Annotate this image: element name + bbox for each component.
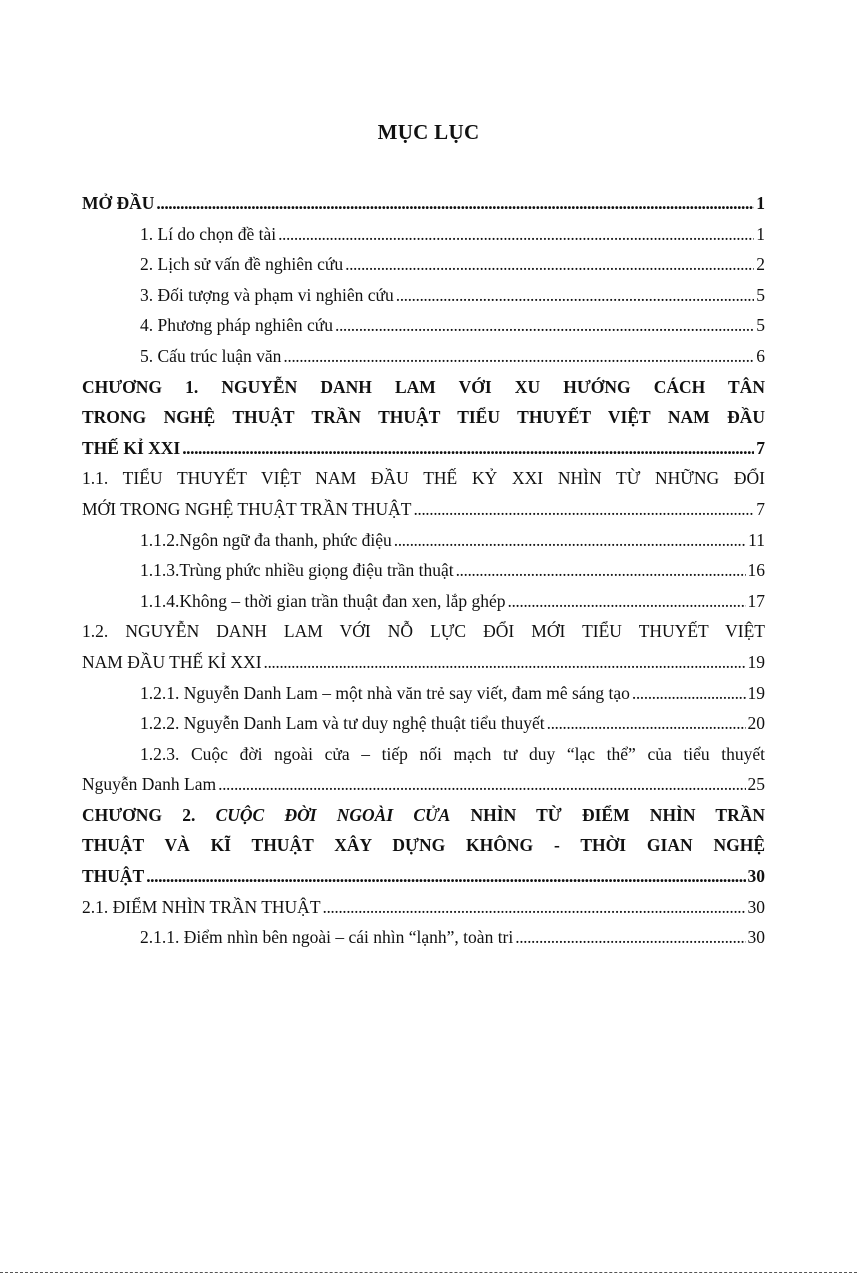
dot-leader — [345, 249, 754, 280]
toc-entry[interactable] — [82, 525, 765, 556]
toc-page-number: 17 — [747, 590, 765, 611]
toc-page-number: 7 — [756, 498, 765, 519]
dot-leader — [508, 586, 746, 617]
toc-entry[interactable] — [82, 280, 765, 311]
toc-entry-text: 2.1. ĐIỂM NHÌN TRẦN THUẬT — [82, 896, 321, 917]
toc-entry[interactable] — [82, 739, 765, 800]
toc-entry[interactable] — [82, 616, 765, 677]
toc-entry-text: 1.2.3. Cuộc đời ngoài cửa – tiếp nối mạch tư duy “lạc thể” của tiểu thuyết — [140, 743, 765, 764]
dot-leader — [278, 219, 754, 250]
dot-leader — [413, 494, 754, 525]
toc-page-number: 2 — [756, 254, 765, 275]
toc-entry-text: CHƯƠNG 1. NGUYỄN DANH LAM VỚI XU HƯỚNG CÁCH TÂN — [82, 376, 765, 397]
dot-leader — [515, 922, 745, 953]
page-title: MỤC LỤC — [377, 120, 480, 144]
toc-entry-text: THẾ KỈ XXI — [82, 437, 181, 458]
toc-page-number: 6 — [756, 345, 765, 366]
toc-entry-text: 1.2. NGUYỄN DANH LAM VỚI NỖ LỰC ĐỔI MỚI TIỂU THUYẾT VIỆT — [82, 621, 765, 642]
toc-entry[interactable] — [82, 463, 765, 524]
dot-leader — [264, 647, 746, 678]
page-bottom-border — [0, 1272, 857, 1274]
dot-leader — [456, 555, 746, 586]
toc-entry[interactable] — [82, 708, 765, 739]
dot-leader — [396, 280, 755, 311]
toc-entry[interactable] — [82, 586, 765, 617]
toc-page-number: 20 — [747, 713, 765, 734]
toc-entry[interactable] — [82, 892, 765, 923]
toc-entry-text: 1.1.2.Ngôn ngữ đa thanh, phức điệu — [140, 529, 392, 550]
toc-entry-text: THUẬT VÀ KĨ THUẬT XÂY DỰNG KHÔNG - THỜI GIAN NGHỆ — [82, 835, 765, 856]
toc-entry-text: TRONG NGHỆ THUẬT TRẦN THUẬT TIỂU THUYẾT VIỆT NAM ĐẦU — [82, 407, 765, 428]
toc-page-number: 30 — [747, 896, 765, 917]
toc-entry-text: 1.2.1. Nguyễn Danh Lam – một nhà văn trẻ say viết, đam mê sáng tạo — [140, 682, 630, 703]
toc-entry[interactable] — [82, 341, 765, 372]
toc-entry[interactable] — [82, 800, 765, 892]
toc-entry-text: Nguyễn Danh Lam — [82, 774, 217, 795]
toc-entry-text: 1.1.3.Trùng phức nhiều giọng điệu trần thuật — [140, 560, 454, 581]
toc-entry-text: 3. Đối tượng và phạm vi nghiên cứu — [140, 284, 394, 305]
toc-entry[interactable] — [82, 188, 765, 219]
toc-page-number: 5 — [756, 315, 765, 336]
dot-leader — [146, 861, 745, 892]
toc-page-number: 19 — [747, 682, 765, 703]
dot-leader — [283, 341, 754, 372]
toc-entry[interactable] — [82, 219, 765, 250]
toc-page-number: 5 — [756, 284, 765, 305]
toc-page-number: 1 — [756, 223, 765, 244]
dot-leader — [632, 678, 746, 709]
toc-entry-text: CHƯƠNG 2. CUỘC ĐỜI NGOÀI CỬA NHÌN TỪ ĐIỂM NHÌN TRẦN — [82, 804, 765, 825]
toc-entry-text: THUẬT — [82, 866, 145, 887]
toc-entry[interactable] — [82, 922, 765, 953]
dot-leader — [394, 525, 746, 556]
toc-page-number: 11 — [748, 529, 765, 550]
toc-entry-text: NAM ĐẦU THẾ KỈ XXI — [82, 651, 262, 672]
dot-leader — [323, 892, 746, 923]
toc-entry-text: 1. Lí do chọn đề tài — [140, 223, 277, 244]
toc-entry-text: 5. Cấu trúc luận văn — [140, 345, 282, 366]
toc-entry[interactable] — [82, 372, 765, 464]
toc-entry-text: 1.1.4.Không – thời gian trần thuật đan xen, lắp ghép — [140, 590, 506, 611]
toc-entry[interactable] — [82, 310, 765, 341]
dot-leader — [182, 433, 754, 464]
toc-entry[interactable] — [82, 555, 765, 586]
toc-entry-text: 1.2.2. Nguyễn Danh Lam và tư duy nghệ thuật tiểu thuyết — [140, 713, 545, 734]
toc-entry-text: 1.1. TIỂU THUYẾT VIỆT NAM ĐẦU THẾ KỶ XXI NHÌN TỪ NHỮNG ĐỔI — [82, 468, 765, 489]
toc-entry[interactable] — [82, 678, 765, 709]
toc-page-number: 16 — [747, 560, 765, 581]
toc-entry-text: MỚI TRONG NGHỆ THUẬT TRẦN THUẬT — [82, 498, 412, 519]
toc-entry-text: MỞ ĐẦU — [82, 193, 155, 213]
dot-leader — [335, 310, 754, 341]
toc-entry[interactable] — [82, 249, 765, 280]
table-of-contents — [82, 188, 765, 953]
toc-entry-text: 2.1.1. Điểm nhìn bên ngoài – cái nhìn “lạnh”, toàn tri — [140, 927, 514, 948]
toc-entry-text: 4. Phương pháp nghiên cứu — [140, 315, 333, 336]
toc-entry-text: 2. Lịch sử vấn đề nghiên cứu — [140, 254, 344, 275]
toc-page-number: 7 — [756, 437, 765, 458]
toc-page-number: 19 — [747, 651, 765, 672]
dot-leader — [547, 708, 746, 739]
dot-leader — [156, 188, 754, 219]
toc-page-number: 1 — [756, 193, 765, 213]
dot-leader — [218, 769, 745, 800]
toc-page-number: 25 — [747, 774, 765, 795]
toc-page-number: 30 — [747, 866, 765, 887]
toc-page-number: 30 — [747, 927, 765, 948]
